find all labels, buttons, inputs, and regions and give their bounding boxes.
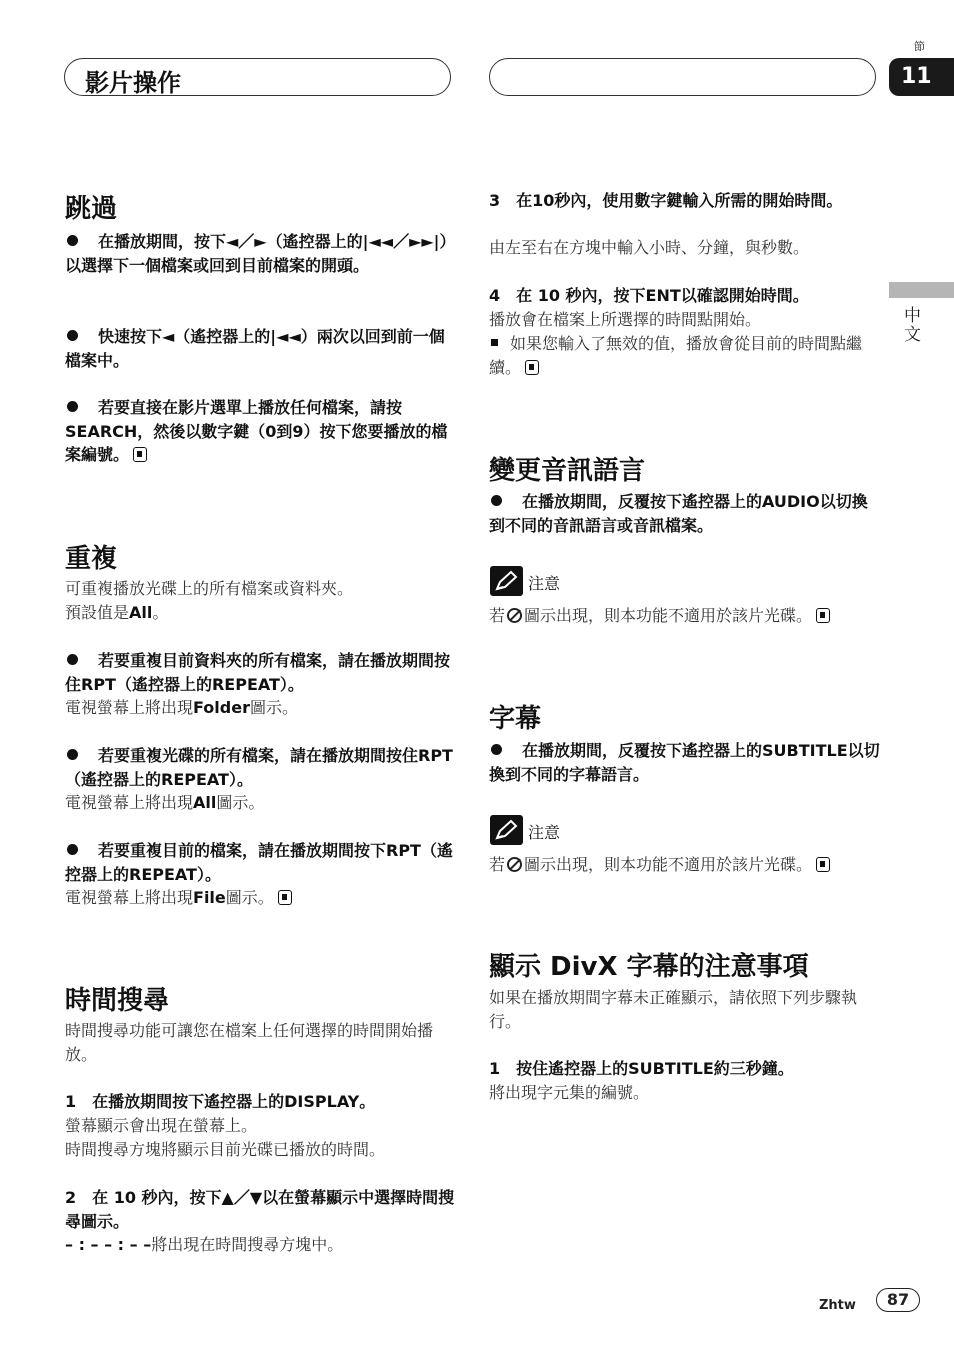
repeat-bullet-3: 若要重複目前的檔案，請在播放期間按下RPT（遙控器上的REPEAT）。 [65,841,453,884]
repeat-bullet-3-note: 電視螢幕上將出現File圖示。 [65,886,455,910]
time-search-step-3-note: 由左至右在方塊中輸入小時、分鐘，與秒數。 [489,238,810,257]
language-tab-label: 中文 [900,306,920,344]
end-mark-icon [816,608,830,623]
time-search-step-4: 4 在 10 秒內，按下ENT以確認開始時間。 [489,286,809,305]
repeat-intro-1: 可重複播放光碟上的所有檔案或資料夾。 [65,579,354,598]
divx-step-1-note: 將出現字元集的編號。 [489,1083,650,1102]
note-pencil-icon [490,566,523,596]
bullet-icon [67,654,78,665]
time-search-step-3: 3 在10秒內，使用數字鍵輸入所需的開始時間。 [489,191,843,210]
bullet-icon [67,749,78,760]
footer-language-code: Zhtw [819,1298,856,1313]
time-search-step-4-note: 播放會在檔案上所選擇的時間點開始。 [489,310,762,329]
time-search-step-1: 1 在播放期間按下遙控器上的DISPLAY。 [65,1092,376,1111]
audio-note-text: 若 圖示出現，則本功能不適用於該片光碟。 [489,604,881,628]
end-mark-icon [133,447,147,462]
subtitle-note-label: 注意 [528,823,561,842]
bullet-icon [67,235,78,246]
page-number: 87 [876,1288,920,1312]
subtitle-bullet-1: 在播放期間，反覆按下遙控器上的SUBTITLE以切換到不同的字幕語言。 [489,741,880,784]
repeat-bullet-1: 若要重複目前資料夾的所有檔案，請在播放期間按住RPT（遙控器上的REPEAT）。 [65,651,451,694]
time-search-intro: 時間搜尋功能可讓您在檔案上任何選擇的時間開始播放。 [65,1021,434,1064]
divx-step-1: 1 按住遙控器上的SUBTITLE約三秒鐘。 [489,1059,794,1078]
skip-bullet-1: 在播放期間，按下◄／►（遙控器上的|◄◄／►►|）以選擇下一個檔案或回到目前檔案的開頭。 [65,232,448,275]
bullet-icon [67,401,78,412]
note-pencil-icon [490,815,523,845]
end-mark-icon [525,360,539,375]
prohibit-icon [507,857,522,872]
language-tab [889,282,954,298]
end-mark-icon [278,890,292,905]
repeat-bullet-1-note: 電視螢幕上將出現Folder圖示。 [65,698,298,717]
chapter-title: 影片操作 [85,69,181,97]
heading-divx: 顯示 DivX 字幕的注意事項 [489,952,809,982]
section-number: 11 [889,58,954,96]
subtitle-note-text: 若 圖示出現，則本功能不適用於該片光碟。 [489,853,881,877]
time-search-step-1-note-2: 時間搜尋方塊將顯示目前光碟已播放的時間。 [65,1140,386,1159]
time-search-step-1-note-1: 螢幕顯示會出現在螢幕上。 [65,1116,258,1135]
heading-subtitle: 字幕 [489,704,542,734]
time-search-step-2-note: – : – – : – –將出現在時間搜尋方塊中。 [65,1235,344,1254]
section-label: 節 [914,40,925,53]
bullet-icon [491,495,502,506]
audio-bullet-1: 在播放期間，反覆按下遙控器上的AUDIO以切換到不同的音訊語言或音訊檔案。 [489,492,868,535]
prohibit-icon [507,608,522,623]
time-search-step-2: 2 在 10 秒內，按下▲／▼以在螢幕顯示中選擇時間搜尋圖示。 [65,1188,455,1231]
end-mark-icon [816,857,830,872]
time-search-step-4-square-note: 如果您輸入了無效的值，播放會從目前的時間點繼續。 [489,334,863,377]
audio-note-label: 注意 [528,574,561,593]
header-empty-bar [489,58,876,96]
heading-repeat: 重複 [65,544,118,574]
heading-audio: 變更音訊語言 [489,456,646,486]
bullet-icon [491,744,502,755]
bullet-icon [67,330,78,341]
bullet-icon [67,844,78,855]
repeat-intro-2: 預設值是All。 [65,603,169,622]
square-bullet-icon [491,339,498,346]
skip-bullet-2: 快速按下◄（遙控器上的|◄◄）兩次以回到前一個檔案中。 [65,327,445,370]
heading-time-search: 時間搜尋 [65,986,170,1016]
divx-intro: 如果在播放期間字幕未正確顯示，請依照下列步驟執行。 [489,988,858,1031]
chapter-title-bar [64,58,451,96]
repeat-bullet-2-note: 電視螢幕上將出現All圖示。 [65,793,265,812]
skip-bullet-3: 若要直接在影片選單上播放任何檔案，請按SEARCH，然後以數字鍵（0到9）按下您要播放的檔案編號。 [65,398,448,464]
heading-skip: 跳過 [65,194,118,224]
repeat-bullet-2: 若要重複光碟的所有檔案，請在播放期間按住RPT（遙控器上的REPEAT）。 [65,746,453,789]
